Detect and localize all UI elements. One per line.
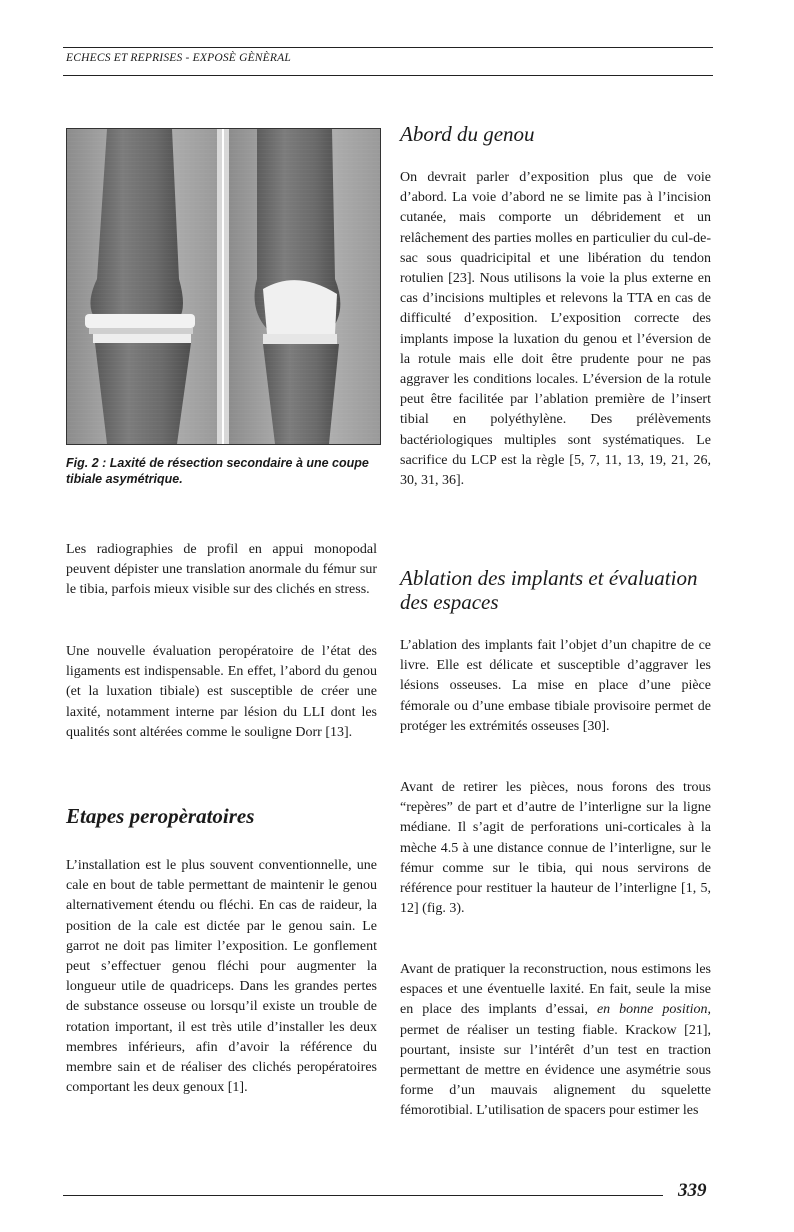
footer-rule — [63, 1195, 663, 1196]
knee-xray-illustration — [67, 129, 380, 444]
right-paragraph-4-part-a: Avant de pratiquer la reconstruction, nous estimons les espaces et une éventuelle laxité. En fait, seule la mise en place des implants d’essai, — [400, 962, 711, 1018]
section-heading-ablation: Ablation des implants et évaluation des espaces — [400, 566, 698, 614]
right-paragraph-3: Avant de retirer les pièces, nous forons des trous “repères” de part et d’autre de l’interligne sur la ligne médiane. Il s’agit de perforations uni-corticales à la mèche 4.5 à une distance connue de l’interligne, sur le fémur comme sur le tibia, qui nous servirons de référence pour restituer la hauteur de l’interligne [1, 5, 12] (fig. 3). — [400, 780, 711, 917]
left-paragraph-3: L’installation est le plus souvent conventionnelle, une cale en bout de table permettant de maintenir le genou alternativement étendu ou fléchi. En cas de raideur, la position de la cale est dictée par le genou sain. Le garrot ne doit pas limiter l’exposition. Le gonflement peut s’effectuer genou fléchi pour augmenter la longueur utile de quadriceps. Dans les grandes pertes de substance osseuse ou lorsqu’il existe un trouble de rotation important, il est très utile d’installer les deux membres inférieurs, afin d’avoir la référence du membre sain et de réaliser des clichés peropératoires comportant les deux genoux [1]. — [66, 858, 377, 1096]
section-heading-abord: Abord du genou — [400, 122, 535, 146]
right-paragraph-4-emphasis: en bonne position — [596, 1002, 708, 1018]
right-paragraph-2: L’ablation des implants fait l’objet d’un chapitre de ce livre. Elle est délicate et susceptible d’aggraver les lésions osseuses. La mise en place d’une pièce fémorale ou d’une embase tibiale provisoire permet de protéger les extrémités osseuses [30]. — [400, 638, 711, 734]
left-paragraph-1: Les radiographies de profil en appui monopodal peuvent dépister une translation anormale du fémur sur le tibia, parfois mieux visible sur des clichés en stress. — [66, 542, 377, 598]
running-head: ECHECS ET REPRISES - EXPOSÈ GÈNÈRAL — [66, 52, 291, 64]
header-bottom-rule — [63, 75, 713, 76]
right-paragraph-1: On devrait parler d’exposition plus que de voie d’abord. La voie d’abord ne se limite pas à l’incision cutanée, mais comporte un débridement et un relâchement des parties molles en particulier du cul-de-sac sous quadricipital et une libération du tendon rotulien [23]. Nous utilisons la voie la plus externe en cas d’incisions multiples et relevons la TTA en cas de difficulté d’exposition. L’exposition correcte des implants impose la luxation du genou et l’éversion de la rotule mais elle doit être prudente pour ne pas aggraver les conditions locales. L’éversion de la rotule peut être facilitée par l’ablation première de l’insert tibial en polyéthylène. Des prélèvements bactériologiques multiples sont systématiques. Le sacrifice du LCP est la règle [5, 7, 11, 13, 19, 21, 26, 30, 31, 36]. — [400, 170, 711, 489]
header-top-rule — [63, 47, 713, 48]
right-paragraph-4-part-b: , permet de réaliser un testing fiable. Krackow [21], pourtant, insiste sur l’intérêt d’un test en traction permettant de mettre en évidence une asymétrie sous forme d’un mauvais alignement du squelette fémorotibial. L’utilisation de spacers pour estimer les — [400, 1002, 711, 1119]
left-paragraph-2: Une nouvelle évaluation peropératoire de l’état des ligaments est indispensable. En effet, l’abord du genou (et la luxation tibiale) est susceptible de créer une laxité, notamment interne par lésion du LLI dont les qualités sont altérées comme le souligne Dorr [13]. — [66, 644, 377, 740]
section-heading-etapes: Etapes peropèratoires — [66, 804, 255, 828]
page-number: 339 — [678, 1180, 707, 1201]
knee-xray-figure — [66, 128, 381, 445]
right-paragraph-4 — [400, 960, 711, 1122]
figure-caption: Fig. 2 : Laxité de résection secondaire à une coupe tibiale asymétrique. — [66, 456, 369, 486]
